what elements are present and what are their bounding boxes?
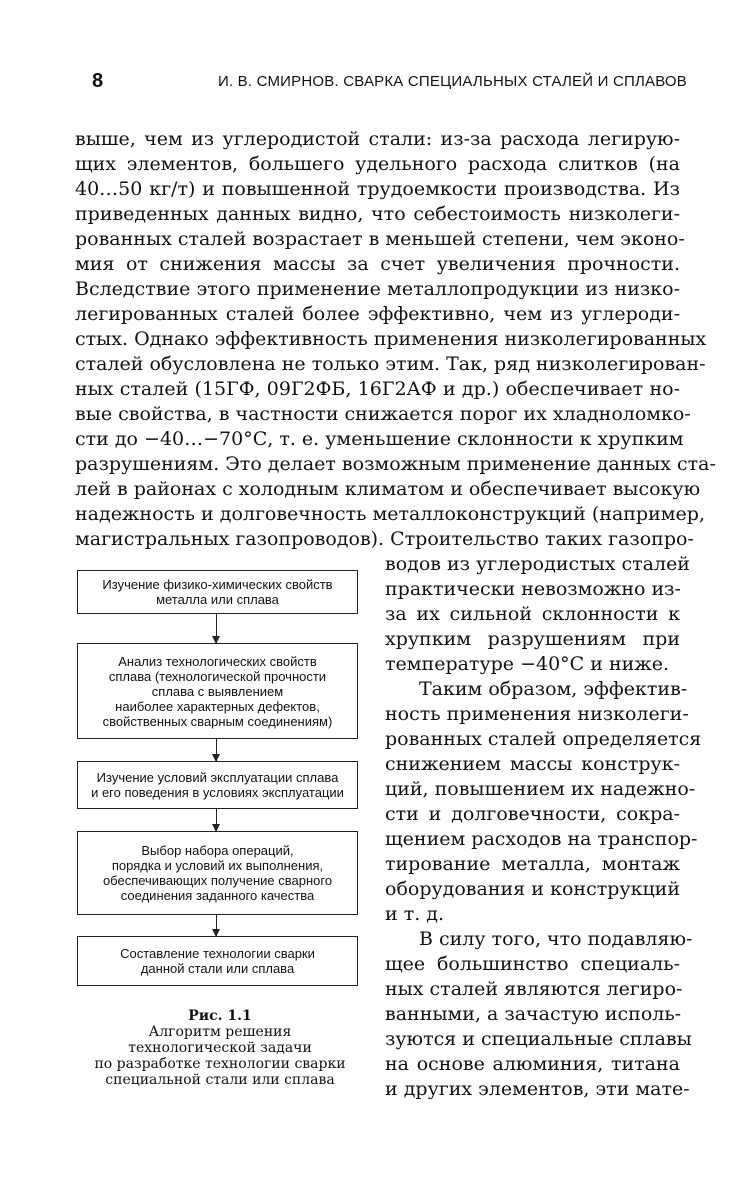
text-line: оборудования и конструкций [385,878,680,900]
flowchart-step [77,831,358,915]
text-line: хрупким разрушениям при [385,628,680,650]
text-line: практически невозможно из- [385,578,681,600]
text-line: и других элементов, эти мате- [385,1078,690,1100]
flowchart-step [77,643,358,739]
text-line: сти и долговечности, сокра- [385,803,680,825]
text-line: тирование металла, монтаж [385,853,680,875]
text-line: ций, повышением их надежно- [385,778,696,800]
figure-caption-text: Алгоритм решения технологической задачи по разработке технологии сварки специальной стали или сплава [94,1024,346,1088]
text-line: магистральных газопроводов). Строительство таких газопро- [75,528,694,550]
text-line: стых. Однако эффективность применения низколегированных [75,328,707,350]
text-line: рованных сталей возрастает в меньшей степени, чем эконо- [75,228,685,250]
text-line: ванными, а зачастую исполь- [385,1003,682,1025]
text-line: разрушениям. Это делает возможным применение данных ста- [75,453,716,475]
figure-label: Рис. 1.1 [188,1008,252,1024]
text-line: щением расходов на транспор- [385,828,698,850]
text-line: водов из углеродистых сталей [385,553,690,575]
flowchart-step-text: Изучение физико-химических свойств металла или сплава [102,577,333,607]
flowchart-arrow [216,915,217,936]
text-line: надежность и долговечность металлоконструкций (например, [75,503,705,525]
flowchart-step-text: Составление технологии сварки данной стали или сплава [120,946,315,976]
flowchart-step-text: Выбор набора операций, порядка и условий их выполнения, обеспечивающих получение сварного соединения заданного качества [102,843,333,903]
text-line: мия от снижения массы за счет увеличения прочности. [75,253,680,275]
flowchart-step [77,936,358,986]
text-line: лей в районах с холодным климатом и обеспечивает высокую [75,478,701,500]
text-line: щих элементов, большего удельного расхода слитков (на [75,153,680,175]
text-line: зуются и специальные сплавы [385,1028,692,1050]
text-line: Таким образом, эффектив- [419,678,688,700]
figure-caption [75,1008,365,1088]
text-line: снижением массы конструк- [385,753,680,775]
text-line: ность применения низколеги- [385,703,689,725]
text-line: на основе алюминия, титана [385,1053,680,1075]
flowchart-step [77,570,358,614]
text-line: В силу того, что подавляю- [419,928,693,950]
text-line: 40…50 кг/т) и повышенной трудоемкости производства. Из [75,178,680,200]
flowchart-arrow [216,739,217,761]
text-line: Вследствие этого применение металлопродукции из низко- [75,278,680,300]
text-line: ных сталей (15ГФ, 09Г2ФБ, 16Г2АФ и др.) обеспечивает но- [75,378,680,400]
flowchart-arrow [216,809,217,831]
text-line: приведенных данных видно, что себестоимость низколеги- [75,203,680,225]
text-line: температуре −40°С и ниже. [385,653,670,675]
flowchart-step-text: Изучение условий эксплуатации сплава и его поведения в условиях эксплуатации [91,770,344,800]
text-line: ных сталей являются легиро- [385,978,683,1000]
text-line: выше, чем из углеродистой стали: из-за расхода легирую- [75,128,680,150]
page-number: 8 [92,70,104,92]
flowchart [75,560,360,1000]
text-line: и т. д. [385,903,445,925]
text-line: щее большинство специаль- [385,953,680,975]
text-line: рованных сталей определяется [385,728,702,750]
text-line: за их сильной склонности к [385,603,680,625]
flowchart-arrow [216,614,217,643]
text-line: сталей обусловлена не только этим. Так, ряд низколегирован- [75,353,706,375]
flowchart-step-text: Анализ технологических свойств сплава (технологической прочности сплава с выявлением наиболее характерных дефектов, свойственных сварным соединениям) [102,653,333,729]
text-line: легированных сталей более эффективно, чем из углероди- [75,303,680,325]
running-title: И. В. СМИРНОВ. СВАРКА СПЕЦИАЛЬНЫХ СТАЛЕЙ И СПЛАВОВ [217,73,687,90]
text-line: сти до −40…−70°С, т. е. уменьшение склонности к хрупким [75,428,684,450]
flowchart-step [77,761,358,809]
text-line: вые свойства, в частности снижается порог их хладноломко- [75,403,691,425]
running-header [92,70,687,100]
